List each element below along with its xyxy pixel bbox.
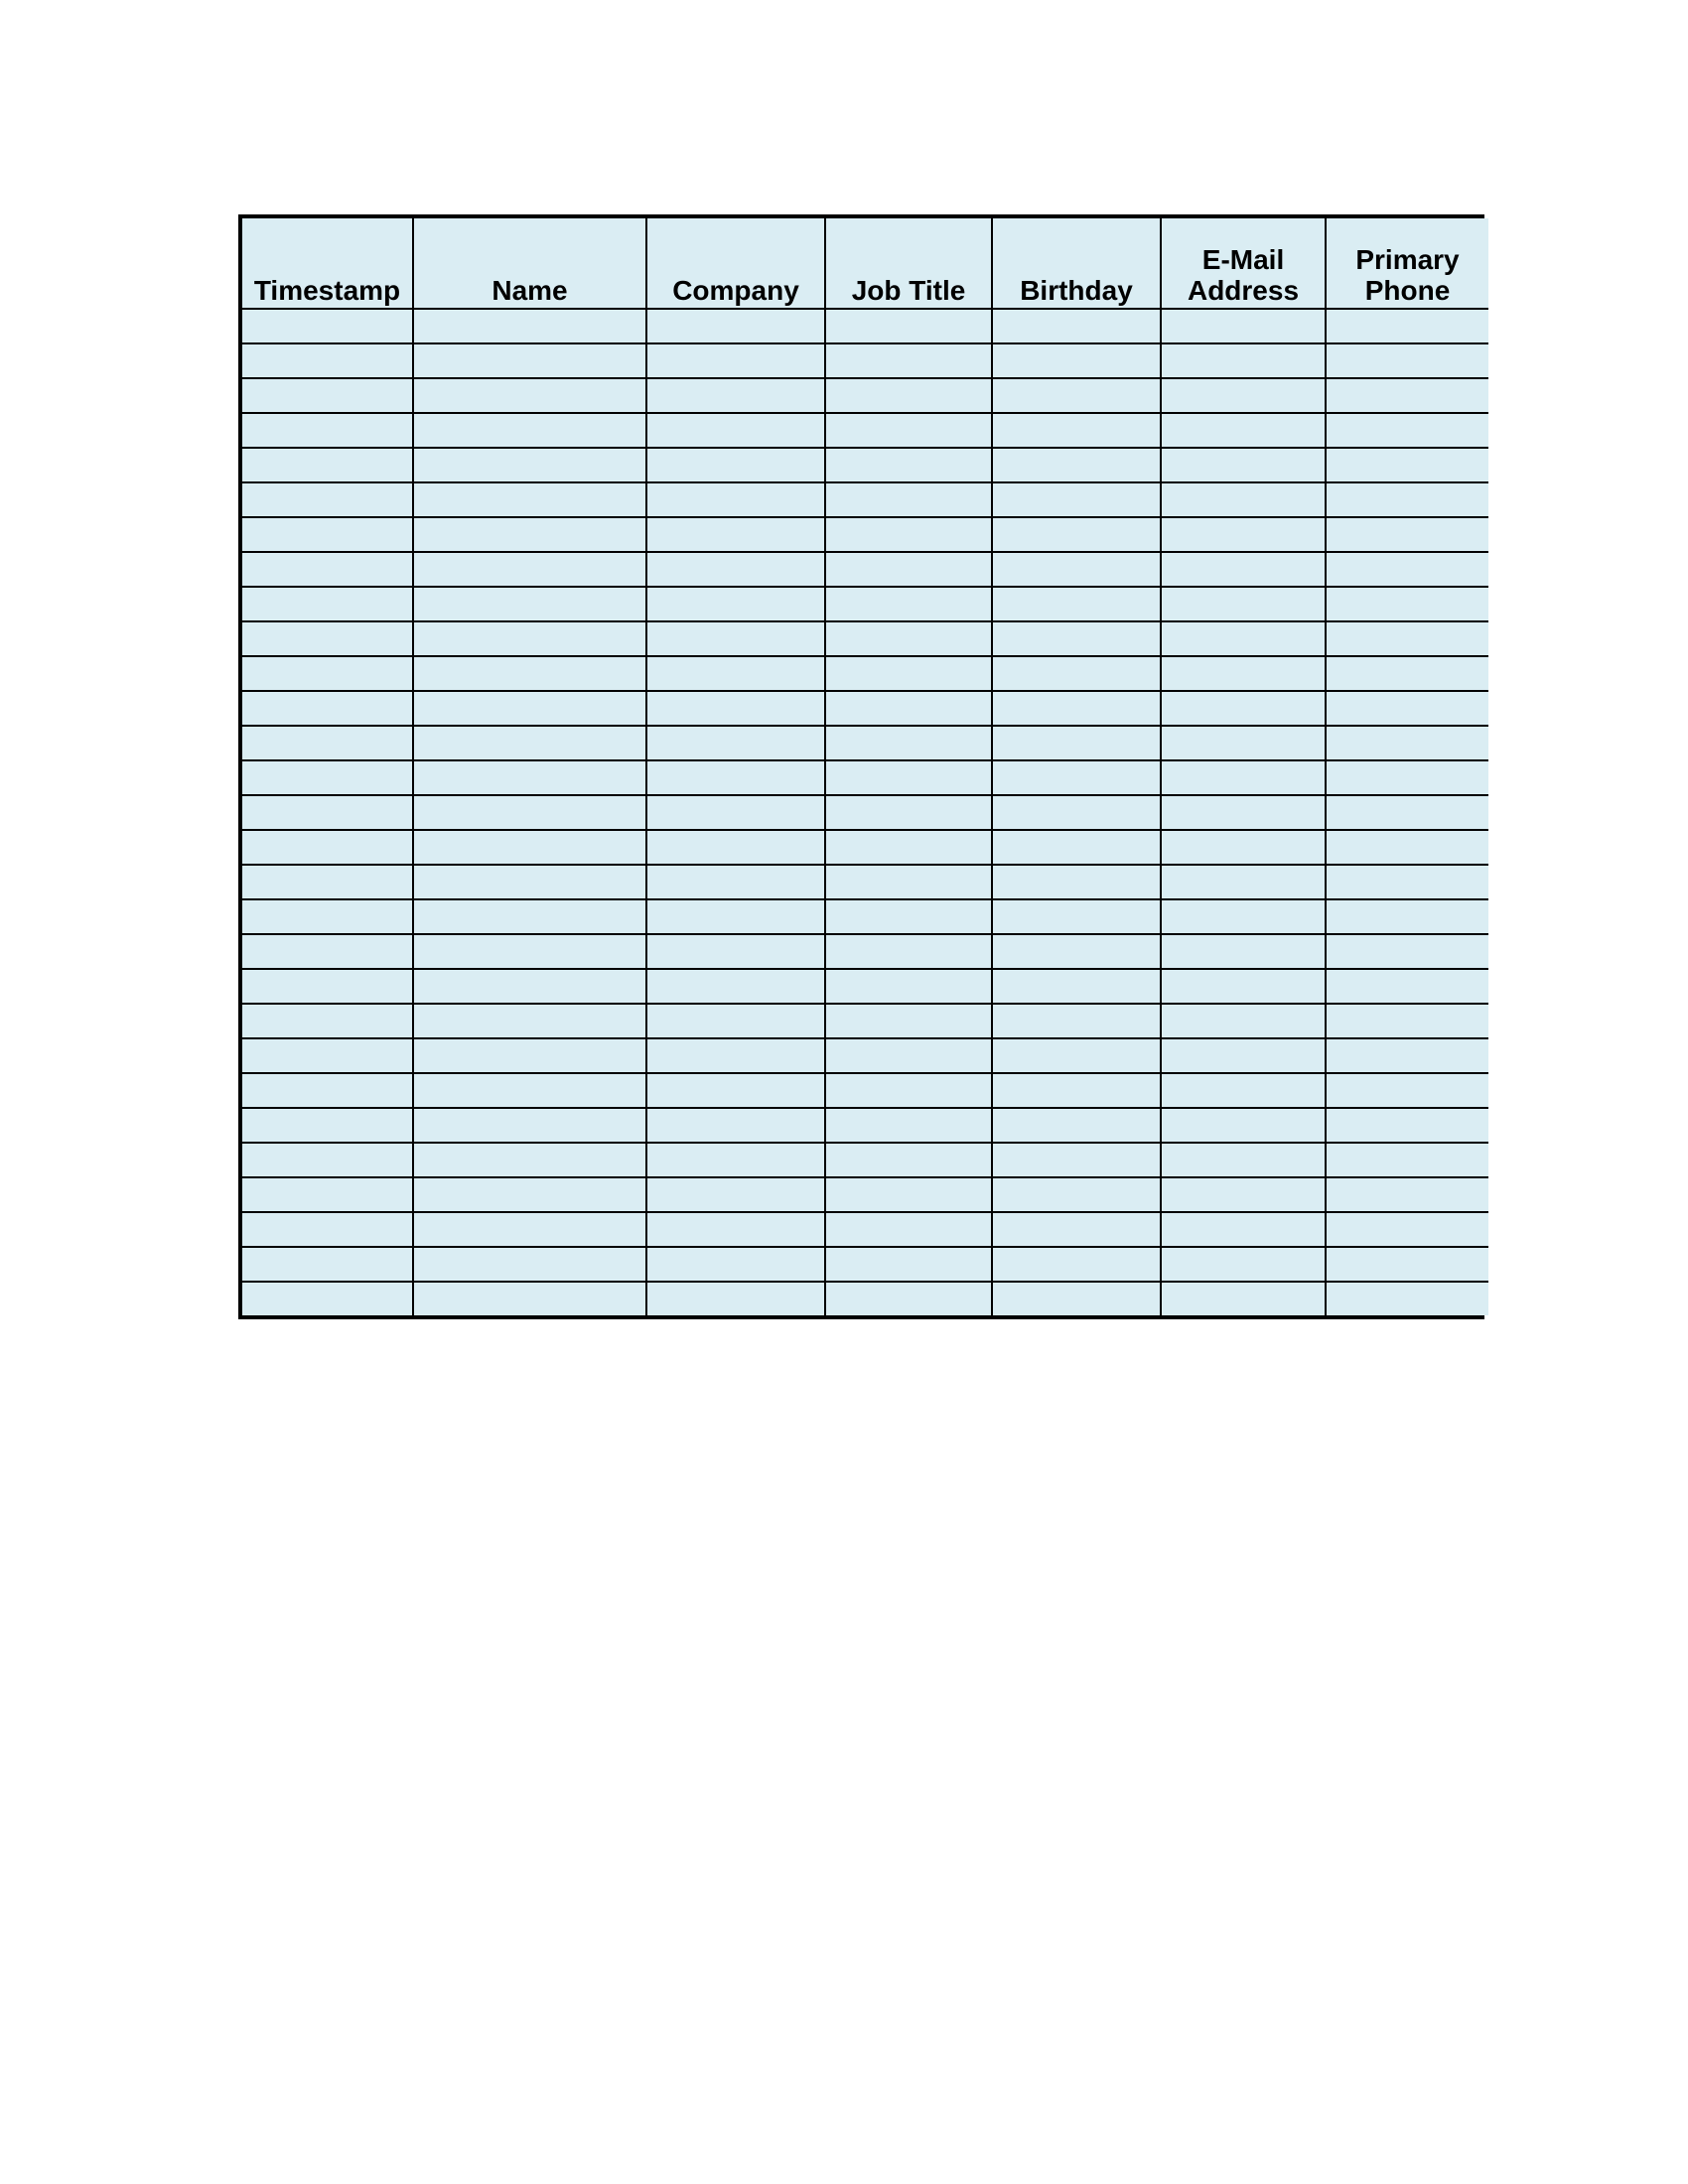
cell-name[interactable] [413, 309, 646, 343]
cell-company[interactable] [646, 656, 825, 691]
cell-primary-phone[interactable] [1326, 1004, 1488, 1038]
cell-birthday[interactable] [992, 1143, 1161, 1177]
table-row [242, 656, 1488, 691]
cell-primary-phone[interactable] [1326, 1212, 1488, 1247]
cell-email-address[interactable] [1161, 309, 1326, 343]
cell-email-address[interactable] [1161, 865, 1326, 899]
cell-name[interactable] [413, 378, 646, 413]
cell-primary-phone[interactable] [1326, 865, 1488, 899]
cell-name[interactable] [413, 482, 646, 517]
table-row [242, 552, 1488, 587]
cell-email-address[interactable] [1161, 1177, 1326, 1212]
cell-email-address[interactable] [1161, 795, 1326, 830]
cell-email-address[interactable] [1161, 691, 1326, 726]
cell-birthday[interactable] [992, 587, 1161, 621]
cell-email-address[interactable] [1161, 899, 1326, 934]
cell-job-title[interactable] [825, 1247, 992, 1282]
cell-company[interactable] [646, 309, 825, 343]
cell-job-title[interactable] [825, 691, 992, 726]
cell-company[interactable] [646, 587, 825, 621]
cell-email-address[interactable] [1161, 587, 1326, 621]
cell-job-title[interactable] [825, 760, 992, 795]
cell-company[interactable] [646, 343, 825, 378]
cell-timestamp[interactable] [242, 378, 413, 413]
cell-timestamp[interactable] [242, 309, 413, 343]
cell-primary-phone[interactable] [1326, 1038, 1488, 1073]
cell-birthday[interactable] [992, 726, 1161, 760]
table-row [242, 969, 1488, 1004]
cell-company[interactable] [646, 691, 825, 726]
contact-grid [242, 218, 1488, 1315]
cell-job-title[interactable] [825, 1212, 992, 1247]
cell-name[interactable] [413, 726, 646, 760]
cell-timestamp[interactable] [242, 656, 413, 691]
cell-name[interactable] [413, 1282, 646, 1315]
column-header-job-title: Job Title [825, 218, 992, 309]
cell-company[interactable] [646, 830, 825, 865]
cell-company[interactable] [646, 517, 825, 552]
cell-email-address[interactable] [1161, 969, 1326, 1004]
cell-birthday[interactable] [992, 309, 1161, 343]
cell-birthday[interactable] [992, 830, 1161, 865]
table-row [242, 1282, 1488, 1315]
table-row [242, 309, 1488, 343]
cell-primary-phone[interactable] [1326, 343, 1488, 378]
cell-name[interactable] [413, 448, 646, 482]
cell-name[interactable] [413, 760, 646, 795]
cell-birthday[interactable] [992, 934, 1161, 969]
cell-birthday[interactable] [992, 899, 1161, 934]
cell-primary-phone[interactable] [1326, 656, 1488, 691]
cell-email-address[interactable] [1161, 726, 1326, 760]
cell-job-title[interactable] [825, 1038, 992, 1073]
column-header-timestamp: Timestamp [242, 218, 413, 309]
cell-company[interactable] [646, 865, 825, 899]
cell-company[interactable] [646, 1038, 825, 1073]
cell-primary-phone[interactable] [1326, 587, 1488, 621]
cell-company[interactable] [646, 1004, 825, 1038]
table-row [242, 1108, 1488, 1143]
cell-name[interactable] [413, 343, 646, 378]
cell-company[interactable] [646, 413, 825, 448]
cell-timestamp[interactable] [242, 587, 413, 621]
cell-company[interactable] [646, 1143, 825, 1177]
cell-birthday[interactable] [992, 1073, 1161, 1108]
cell-birthday[interactable] [992, 969, 1161, 1004]
cell-timestamp[interactable] [242, 448, 413, 482]
cell-email-address[interactable] [1161, 1247, 1326, 1282]
table-row [242, 830, 1488, 865]
cell-timestamp[interactable] [242, 552, 413, 587]
cell-birthday[interactable] [992, 1108, 1161, 1143]
table-row [242, 691, 1488, 726]
cell-primary-phone[interactable] [1326, 795, 1488, 830]
cell-name[interactable] [413, 934, 646, 969]
cell-timestamp[interactable] [242, 1212, 413, 1247]
cell-primary-phone[interactable] [1326, 448, 1488, 482]
cell-job-title[interactable] [825, 726, 992, 760]
cell-primary-phone[interactable] [1326, 1247, 1488, 1282]
cell-name[interactable] [413, 1038, 646, 1073]
cell-birthday[interactable] [992, 1177, 1161, 1212]
table-row [242, 795, 1488, 830]
table-row [242, 413, 1488, 448]
cell-timestamp[interactable] [242, 1282, 413, 1315]
cell-primary-phone[interactable] [1326, 691, 1488, 726]
cell-birthday[interactable] [992, 760, 1161, 795]
cell-job-title[interactable] [825, 552, 992, 587]
cell-timestamp[interactable] [242, 1038, 413, 1073]
table-row [242, 1212, 1488, 1247]
cell-company[interactable] [646, 969, 825, 1004]
cell-primary-phone[interactable] [1326, 517, 1488, 552]
cell-timestamp[interactable] [242, 343, 413, 378]
cell-email-address[interactable] [1161, 1108, 1326, 1143]
table-row [242, 482, 1488, 517]
cell-birthday[interactable] [992, 1004, 1161, 1038]
cell-birthday[interactable] [992, 621, 1161, 656]
cell-name[interactable] [413, 552, 646, 587]
cell-birthday[interactable] [992, 517, 1161, 552]
cell-name[interactable] [413, 1108, 646, 1143]
table-row [242, 1038, 1488, 1073]
cell-birthday[interactable] [992, 1038, 1161, 1073]
cell-birthday[interactable] [992, 865, 1161, 899]
cell-company[interactable] [646, 899, 825, 934]
table-row [242, 587, 1488, 621]
cell-name[interactable] [413, 1143, 646, 1177]
cell-email-address[interactable] [1161, 621, 1326, 656]
cell-company[interactable] [646, 621, 825, 656]
cell-name[interactable] [413, 899, 646, 934]
cell-timestamp[interactable] [242, 795, 413, 830]
cell-birthday[interactable] [992, 1282, 1161, 1315]
cell-name[interactable] [413, 1212, 646, 1247]
cell-timestamp[interactable] [242, 1073, 413, 1108]
cell-company[interactable] [646, 1282, 825, 1315]
cell-timestamp[interactable] [242, 726, 413, 760]
cell-job-title[interactable] [825, 587, 992, 621]
cell-timestamp[interactable] [242, 830, 413, 865]
cell-email-address[interactable] [1161, 830, 1326, 865]
cell-timestamp[interactable] [242, 691, 413, 726]
cell-job-title[interactable] [825, 969, 992, 1004]
cell-job-title[interactable] [825, 899, 992, 934]
cell-company[interactable] [646, 934, 825, 969]
cell-job-title[interactable] [825, 309, 992, 343]
cell-email-address[interactable] [1161, 656, 1326, 691]
cell-name[interactable] [413, 969, 646, 1004]
cell-timestamp[interactable] [242, 934, 413, 969]
cell-timestamp[interactable] [242, 969, 413, 1004]
cell-birthday[interactable] [992, 1247, 1161, 1282]
cell-job-title[interactable] [825, 795, 992, 830]
table-row [242, 448, 1488, 482]
table-row [242, 1143, 1488, 1177]
cell-job-title[interactable] [825, 1004, 992, 1038]
cell-job-title[interactable] [825, 1282, 992, 1315]
cell-birthday[interactable] [992, 656, 1161, 691]
cell-timestamp[interactable] [242, 865, 413, 899]
cell-company[interactable] [646, 795, 825, 830]
table-row [242, 1247, 1488, 1282]
cell-name[interactable] [413, 1247, 646, 1282]
cell-name[interactable] [413, 587, 646, 621]
cell-email-address[interactable] [1161, 448, 1326, 482]
cell-name[interactable] [413, 691, 646, 726]
cell-timestamp[interactable] [242, 1177, 413, 1212]
cell-company[interactable] [646, 482, 825, 517]
cell-email-address[interactable] [1161, 482, 1326, 517]
cell-job-title[interactable] [825, 621, 992, 656]
table-row [242, 1073, 1488, 1108]
cell-name[interactable] [413, 656, 646, 691]
cell-primary-phone[interactable] [1326, 621, 1488, 656]
cell-email-address[interactable] [1161, 1004, 1326, 1038]
cell-primary-phone[interactable] [1326, 378, 1488, 413]
cell-timestamp[interactable] [242, 482, 413, 517]
cell-primary-phone[interactable] [1326, 969, 1488, 1004]
cell-name[interactable] [413, 1177, 646, 1212]
cell-email-address[interactable] [1161, 1038, 1326, 1073]
cell-primary-phone[interactable] [1326, 726, 1488, 760]
table-row [242, 1004, 1488, 1038]
cell-company[interactable] [646, 1108, 825, 1143]
cell-company[interactable] [646, 378, 825, 413]
cell-primary-phone[interactable] [1326, 1108, 1488, 1143]
table-row [242, 934, 1488, 969]
cell-primary-phone[interactable] [1326, 1073, 1488, 1108]
cell-job-title[interactable] [825, 1108, 992, 1143]
column-header-company: Company [646, 218, 825, 309]
cell-company[interactable] [646, 726, 825, 760]
table-row [242, 1177, 1488, 1212]
cell-job-title[interactable] [825, 934, 992, 969]
cell-primary-phone[interactable] [1326, 413, 1488, 448]
cell-email-address[interactable] [1161, 934, 1326, 969]
cell-birthday[interactable] [992, 691, 1161, 726]
cell-email-address[interactable] [1161, 1073, 1326, 1108]
table-row [242, 899, 1488, 934]
cell-name[interactable] [413, 830, 646, 865]
cell-job-title[interactable] [825, 656, 992, 691]
table-body [242, 309, 1488, 1315]
cell-primary-phone[interactable] [1326, 934, 1488, 969]
contact-log-table [238, 214, 1484, 1319]
cell-name[interactable] [413, 621, 646, 656]
cell-primary-phone[interactable] [1326, 552, 1488, 587]
cell-job-title[interactable] [825, 1073, 992, 1108]
cell-timestamp[interactable] [242, 1247, 413, 1282]
cell-job-title[interactable] [825, 1177, 992, 1212]
cell-timestamp[interactable] [242, 899, 413, 934]
cell-primary-phone[interactable] [1326, 309, 1488, 343]
cell-birthday[interactable] [992, 795, 1161, 830]
cell-company[interactable] [646, 1247, 825, 1282]
cell-timestamp[interactable] [242, 413, 413, 448]
cell-email-address[interactable] [1161, 760, 1326, 795]
table-row [242, 343, 1488, 378]
cell-timestamp[interactable] [242, 760, 413, 795]
cell-job-title[interactable] [825, 378, 992, 413]
cell-birthday[interactable] [992, 1212, 1161, 1247]
cell-birthday[interactable] [992, 482, 1161, 517]
cell-name[interactable] [413, 413, 646, 448]
cell-timestamp[interactable] [242, 621, 413, 656]
cell-job-title[interactable] [825, 448, 992, 482]
cell-primary-phone[interactable] [1326, 1282, 1488, 1315]
cell-primary-phone[interactable] [1326, 482, 1488, 517]
cell-timestamp[interactable] [242, 1108, 413, 1143]
cell-company[interactable] [646, 1212, 825, 1247]
table-row [242, 517, 1488, 552]
cell-name[interactable] [413, 1073, 646, 1108]
table-row [242, 621, 1488, 656]
cell-name[interactable] [413, 865, 646, 899]
cell-timestamp[interactable] [242, 517, 413, 552]
cell-job-title[interactable] [825, 343, 992, 378]
column-header-name: Name [413, 218, 646, 309]
cell-job-title[interactable] [825, 482, 992, 517]
table-row [242, 378, 1488, 413]
cell-birthday[interactable] [992, 552, 1161, 587]
cell-email-address[interactable] [1161, 413, 1326, 448]
cell-name[interactable] [413, 795, 646, 830]
table-row [242, 760, 1488, 795]
cell-job-title[interactable] [825, 517, 992, 552]
cell-name[interactable] [413, 517, 646, 552]
cell-job-title[interactable] [825, 830, 992, 865]
column-header-email-address: E-Mail Address [1161, 218, 1326, 309]
cell-company[interactable] [646, 552, 825, 587]
cell-email-address[interactable] [1161, 552, 1326, 587]
header-row [242, 218, 1488, 309]
cell-name[interactable] [413, 1004, 646, 1038]
cell-birthday[interactable] [992, 343, 1161, 378]
cell-company[interactable] [646, 1073, 825, 1108]
cell-email-address[interactable] [1161, 517, 1326, 552]
cell-email-address[interactable] [1161, 1212, 1326, 1247]
cell-birthday[interactable] [992, 448, 1161, 482]
cell-primary-phone[interactable] [1326, 760, 1488, 795]
cell-primary-phone[interactable] [1326, 1143, 1488, 1177]
cell-birthday[interactable] [992, 378, 1161, 413]
cell-primary-phone[interactable] [1326, 899, 1488, 934]
cell-email-address[interactable] [1161, 1282, 1326, 1315]
cell-company[interactable] [646, 1177, 825, 1212]
cell-email-address[interactable] [1161, 378, 1326, 413]
cell-birthday[interactable] [992, 413, 1161, 448]
cell-timestamp[interactable] [242, 1143, 413, 1177]
cell-primary-phone[interactable] [1326, 1177, 1488, 1212]
cell-company[interactable] [646, 760, 825, 795]
cell-job-title[interactable] [825, 413, 992, 448]
cell-email-address[interactable] [1161, 343, 1326, 378]
column-header-birthday: Birthday [992, 218, 1161, 309]
cell-job-title[interactable] [825, 865, 992, 899]
column-header-primary-phone: Primary Phone [1326, 218, 1488, 309]
cell-timestamp[interactable] [242, 1004, 413, 1038]
cell-job-title[interactable] [825, 1143, 992, 1177]
table-row [242, 865, 1488, 899]
cell-company[interactable] [646, 448, 825, 482]
table-row [242, 726, 1488, 760]
cell-primary-phone[interactable] [1326, 830, 1488, 865]
cell-email-address[interactable] [1161, 1143, 1326, 1177]
